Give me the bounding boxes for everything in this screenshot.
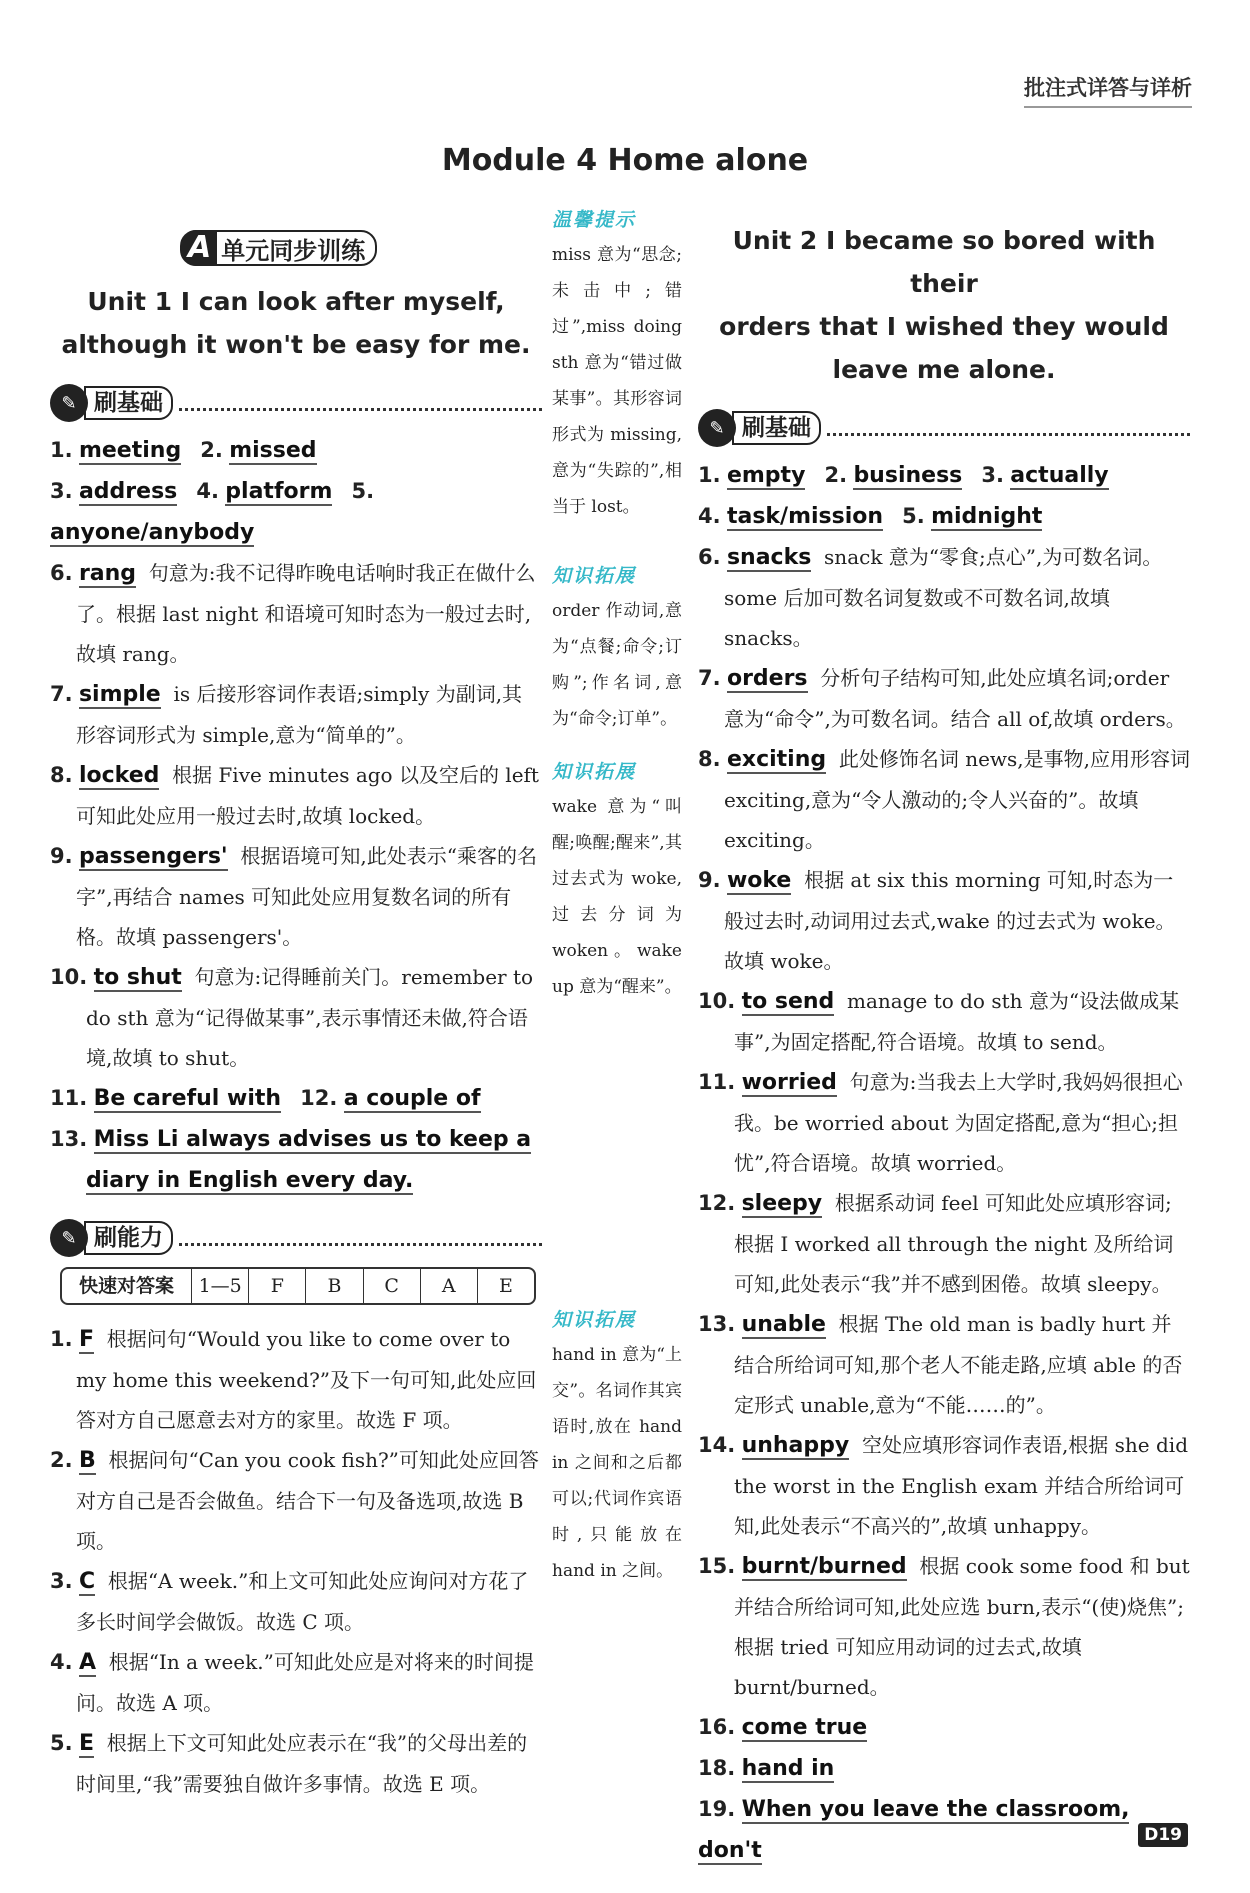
- answer: rang: [78, 561, 137, 586]
- unit1-title-line2: although it won't be easy for me.: [61, 330, 531, 359]
- explanation: 根据 cook some food 和 but 并结合所给词可知,此处应选 burn,表示“(使)烧焦”;根据 tried 可知应用动词的过去式,故填 burnt/burned。: [734, 1554, 1190, 1699]
- list-item: 15. burnt/burned 根据 cook some food 和 but 并结合所给词可知,此处应选 burn,表示“(使)烧焦”;根据 tried 可知应用动词的过去式,故填 burnt/burned。: [698, 1554, 1190, 1699]
- list-item: 11. worried 句意为:当我去上大学时,我妈妈很担心我。be worried about 为固定搭配,意为“担心;担忧”,符合语境。故填 worried。: [698, 1070, 1183, 1175]
- explanation: 根据“A week.”和上文可知此处应询问对方花了多长时间学会做饭。故选 C 项。: [76, 1569, 529, 1634]
- list-item: 4. A 根据“In a week.”可知此处应是对将来的时间提问。故选 A 项。: [50, 1650, 534, 1715]
- list-item: 6. rang 句意为:我不记得昨晚电话响时我正在做什么了。根据 last night 和语境可知时态为一般过去时,故填 rang。: [50, 561, 536, 666]
- answer: orders: [726, 666, 808, 691]
- explanation: 根据问句“Can you cook fish?”可知此处应回答对方自己是否会做鱼。结合下一句及备选项,故选 B 项。: [76, 1448, 539, 1553]
- answer: missed: [229, 438, 317, 463]
- list-item: 10. to send manage to do sth 意为“设法做成某事”,为固定搭配,符合语境。故填 to send。: [698, 989, 1180, 1054]
- answer: unable: [741, 1312, 826, 1337]
- list-item: 12. sleepy 根据系动词 feel 可知此处应填形容词;根据 I worked all through the night 及所给词可知,此处表示“我”并不感到困倦。故填 sleepy。: [698, 1191, 1174, 1296]
- unit2-title-line2: orders that I wished they would: [719, 312, 1169, 341]
- explanation: 根据系动词 feel 可知此处应填形容词;根据 I worked all through the night 及所给词可知,此处表示“我”并不感到困倦。故填 sleepy。: [734, 1191, 1174, 1296]
- unit1-title-line1: Unit 1 I can look after myself,: [87, 287, 505, 316]
- quick-answer-table: [60, 1267, 536, 1305]
- answer: anyone/anybody: [50, 520, 255, 545]
- answer: to shut: [93, 965, 182, 990]
- answer: meeting: [78, 438, 182, 463]
- answer: E: [78, 1731, 94, 1756]
- quick-answer-cell: A: [421, 1269, 478, 1303]
- ability-section-header: [50, 1219, 542, 1257]
- list-item: 11. Be careful with 12. a couple of: [50, 1086, 481, 1111]
- ability-section-label: 刷能力: [84, 1221, 173, 1255]
- answer: burnt/burned: [741, 1554, 907, 1579]
- pencil-icon: ✎: [50, 384, 88, 422]
- quick-answer-cell: B: [306, 1269, 363, 1303]
- explanation: is 后接形容词作表语;simply 为副词,其形容词形式为 simple,意为“简单的”。: [76, 682, 523, 747]
- answer: simple: [78, 682, 161, 707]
- list-item: 3. C 根据“A week.”和上文可知此处应询问对方花了多长时间学会做饭。故选 C 项。: [50, 1569, 529, 1634]
- answer: A: [78, 1650, 96, 1675]
- answer: F: [78, 1327, 94, 1352]
- list-item: 10. to shut 句意为:记得睡前关门。remember to do sth 意为“记得做某事”,表示事情还未做,符合语境,故填 to shut。: [50, 965, 534, 1070]
- margin-notes: [552, 205, 682, 1589]
- explanation: 根据 The old man is badly hurt 并结合所给词可知,那个老人不能走路,应填 able 的否定形式 unable,意为“不能……的”。: [734, 1312, 1183, 1417]
- list-item: 5. E 根据上下文可知此处应表示在“我”的父母出差的时间里,“我”需要独自做许多事情。故选 E 项。: [50, 1731, 528, 1796]
- quick-answer-cell: E: [498, 1275, 513, 1297]
- list-item: 1. meeting 2. missed: [50, 438, 317, 463]
- explanation: 此处修饰名词 news,是事物,应用形容词 exciting,意为“令人激动的;令人兴奋的”。故填 exciting。: [724, 747, 1191, 852]
- list-item: 1. F 根据问句“Would you like to come over to my home this weekend?”及下一句可知,此处应回答对方自己愿意去对方的家里。故选 F 项。: [50, 1327, 537, 1432]
- list-item: 13. Miss Li always advises us to keep a diary in English every day.: [50, 1127, 532, 1193]
- quick-answer-cell: C: [364, 1269, 421, 1303]
- list-item: 6. snacks snack 意为“零食;点心”,为可数名词。some 后加可数名词复数或不可数名词,故填 snacks。: [698, 545, 1163, 650]
- answer: exciting: [726, 747, 827, 772]
- list-item: 16. come true: [698, 1715, 868, 1740]
- answer: C: [78, 1569, 96, 1594]
- running-header: 批注式详答与详析: [1024, 72, 1192, 108]
- note-text: wake 意为“叫醒;唤醒;醒来”,其过去式为 woke,过去分词为 woken。wake up 意为“醒来”。: [552, 797, 682, 997]
- unit2-title-line1: Unit 2 I became so bored with their: [732, 226, 1156, 298]
- list-item: 7. orders 分析句子结构可知,此处应填名词;order 意为“命令”,为可数名词。结合 all of,故填 orders。: [698, 666, 1186, 731]
- unit1-title: [50, 280, 542, 366]
- basic-section-label: 刷基础: [84, 386, 173, 420]
- explanation: 根据上下文可知此处应表示在“我”的父母出差的时间里,“我”需要独自做许多事情。故选 E 项。: [76, 1731, 528, 1796]
- list-item: 8. locked 根据 Five minutes ago 以及空后的 left 可知此处应用一般过去时,故填 locked。: [50, 763, 539, 828]
- section-badge: [180, 230, 377, 266]
- answer: locked: [78, 763, 160, 788]
- answer: come true: [741, 1715, 868, 1740]
- answer: woke: [726, 868, 792, 893]
- list-item: 9. woke 根据 at six this morning 可知,时态为一般过去时,动词用过去式,wake 的过去式为 woke。故填 woke。: [698, 868, 1176, 973]
- basic-section-header: [50, 384, 542, 422]
- explanation: manage to do sth 意为“设法做成某事”,为固定搭配,符合语境。故填 to send。: [734, 989, 1180, 1054]
- note-text: order 作动词,意为“点餐;命令;订购”;作名词,意为“命令;订单”。: [552, 601, 682, 729]
- note-heading: 知识拓展: [552, 1309, 637, 1331]
- list-item: 13. unable 根据 The old man is badly hurt 并结合所给词可知,那个老人不能走路,应填 able 的否定形式 unable,意为“不能……的”。: [698, 1312, 1183, 1417]
- pencil-icon: ✎: [50, 1219, 88, 1257]
- module-title: Module 4 Home alone: [441, 143, 809, 178]
- unit2-title-line3: leave me alone.: [832, 355, 1056, 384]
- list-item: 2. B 根据问句“Can you cook fish?”可知此处应回答对方自己是否会做鱼。结合下一句及备选项,故选 B 项。: [50, 1448, 539, 1553]
- explanation: 根据语境可知,此处表示“乘客的名字”,再结合 names 可知此处应用复数名词的所有格。故填 passengers'。: [76, 844, 537, 949]
- answer: passengers': [78, 844, 228, 869]
- quick-answer-range: 1—5: [192, 1269, 249, 1303]
- answer: midnight: [931, 504, 1043, 529]
- answer: task/mission: [726, 504, 884, 529]
- right-column: [698, 205, 1190, 1871]
- list-item: 8. exciting 此处修饰名词 news,是事物,应用形容词 exciting,意为“令人激动的;令人兴奋的”。故填 exciting。: [698, 747, 1191, 852]
- list-item: 19. When you leave the classroom, don't: [698, 1797, 1130, 1863]
- note-heading: 温馨提示: [552, 209, 637, 231]
- answer: worried: [741, 1070, 837, 1095]
- explanation: 根据“In a week.”可知此处应是对将来的时间提问。故选 A 项。: [76, 1650, 534, 1715]
- explanation: 根据 at six this morning 可知,时态为一般过去时,动词用过去式,wake 的过去式为 woke。故填 woke。: [724, 868, 1176, 973]
- badge-text: 单元同步训练: [221, 235, 366, 265]
- answer: a couple of: [343, 1086, 481, 1111]
- note-heading: 知识拓展: [552, 565, 637, 587]
- list-item: 3. address 4. platform 5. anyone/anybody: [50, 479, 375, 545]
- answer: B: [78, 1448, 96, 1473]
- explanation: 句意为:记得睡前关门。remember to do sth 意为“记得做某事”,表示事情还未做,符合语境,故填 to shut。: [86, 965, 534, 1070]
- badge-letter: A: [182, 230, 217, 266]
- page-number: D19: [1138, 1823, 1188, 1847]
- quick-answer-cell: F: [249, 1269, 306, 1303]
- explanation: 空处应填形容词作表语,根据 she did the worst in the English exam 并结合所给词可知,此处表示“不高兴的”,故填 unhappy。: [734, 1433, 1189, 1538]
- answer: empty: [726, 463, 806, 488]
- explanation: 根据问句“Would you like to come over to my home this weekend?”及下一句可知,此处应回答对方自己愿意去对方的家里。故选 F 项。: [76, 1327, 537, 1432]
- pencil-icon: ✎: [698, 409, 736, 447]
- basic-section-header: [698, 409, 1190, 447]
- list-item: 4. task/mission 5. midnight: [698, 504, 1043, 529]
- answer: sleepy: [741, 1191, 823, 1216]
- explanation: 分析句子结构可知,此处应填名词;order 意为“命令”,为可数名词。结合 all of,故填 orders。: [724, 666, 1186, 731]
- note-text: hand in 意为“上交”。名词作其宾语时,放在 hand in 之间和之后都可以;代词作宾语时,只能放在 hand in 之间。: [552, 1345, 682, 1581]
- note-heading: 知识拓展: [552, 761, 637, 783]
- answer: When you leave the classroom, don't: [698, 1797, 1130, 1863]
- explanation: 句意为:当我去上大学时,我妈妈很担心我。be worried about 为固定搭配,意为“担心;担忧”,符合语境。故填 worried。: [734, 1070, 1183, 1175]
- answer: Be careful with: [93, 1086, 282, 1111]
- explanation: snack 意为“零食;点心”,为可数名词。some 后加可数名词复数或不可数名词,故填 snacks。: [724, 545, 1163, 650]
- answer: to send: [741, 989, 835, 1014]
- answer: address: [78, 479, 178, 504]
- answer: platform: [225, 479, 333, 504]
- answer: unhappy: [741, 1433, 850, 1458]
- note-text: miss 意为“思念;未击中;错过”,miss doing sth 意为“错过做某事”。其形容词形式为 missing,意为“失踪的”,相当于 lost。: [552, 245, 682, 517]
- answer: actually: [1010, 463, 1109, 488]
- explanation: 根据 Five minutes ago 以及空后的 left 可知此处应用一般过去时,故填 locked。: [76, 763, 539, 828]
- answer: Miss Li always advises us to keep a diary in English every day.: [86, 1127, 532, 1193]
- basic-section-label: 刷基础: [732, 411, 821, 445]
- list-item: 9. passengers' 根据语境可知,此处表示“乘客的名字”,再结合 names 可知此处应用复数名词的所有格。故填 passengers'。: [50, 844, 537, 949]
- list-item: 18. hand in: [698, 1756, 835, 1781]
- unit2-title: [698, 219, 1190, 391]
- explanation: 句意为:我不记得昨晚电话响时我正在做什么了。根据 last night 和语境可知时态为一般过去时,故填 rang。: [76, 561, 536, 666]
- list-item: 7. simple is 后接形容词作表语;simply 为副词,其形容词形式为 simple,意为“简单的”。: [50, 682, 523, 747]
- answer: snacks: [726, 545, 812, 570]
- list-item: 1. empty 2. business 3. actually: [698, 463, 1109, 488]
- quick-answer-label: 快速对答案: [62, 1269, 192, 1303]
- answer: hand in: [741, 1756, 835, 1781]
- left-column: [50, 205, 542, 1804]
- list-item: 14. unhappy 空处应填形容词作表语,根据 she did the worst in the English exam 并结合所给词可知,此处表示“不高兴的”,故填 unhappy。: [698, 1433, 1189, 1538]
- answer: business: [853, 463, 963, 488]
